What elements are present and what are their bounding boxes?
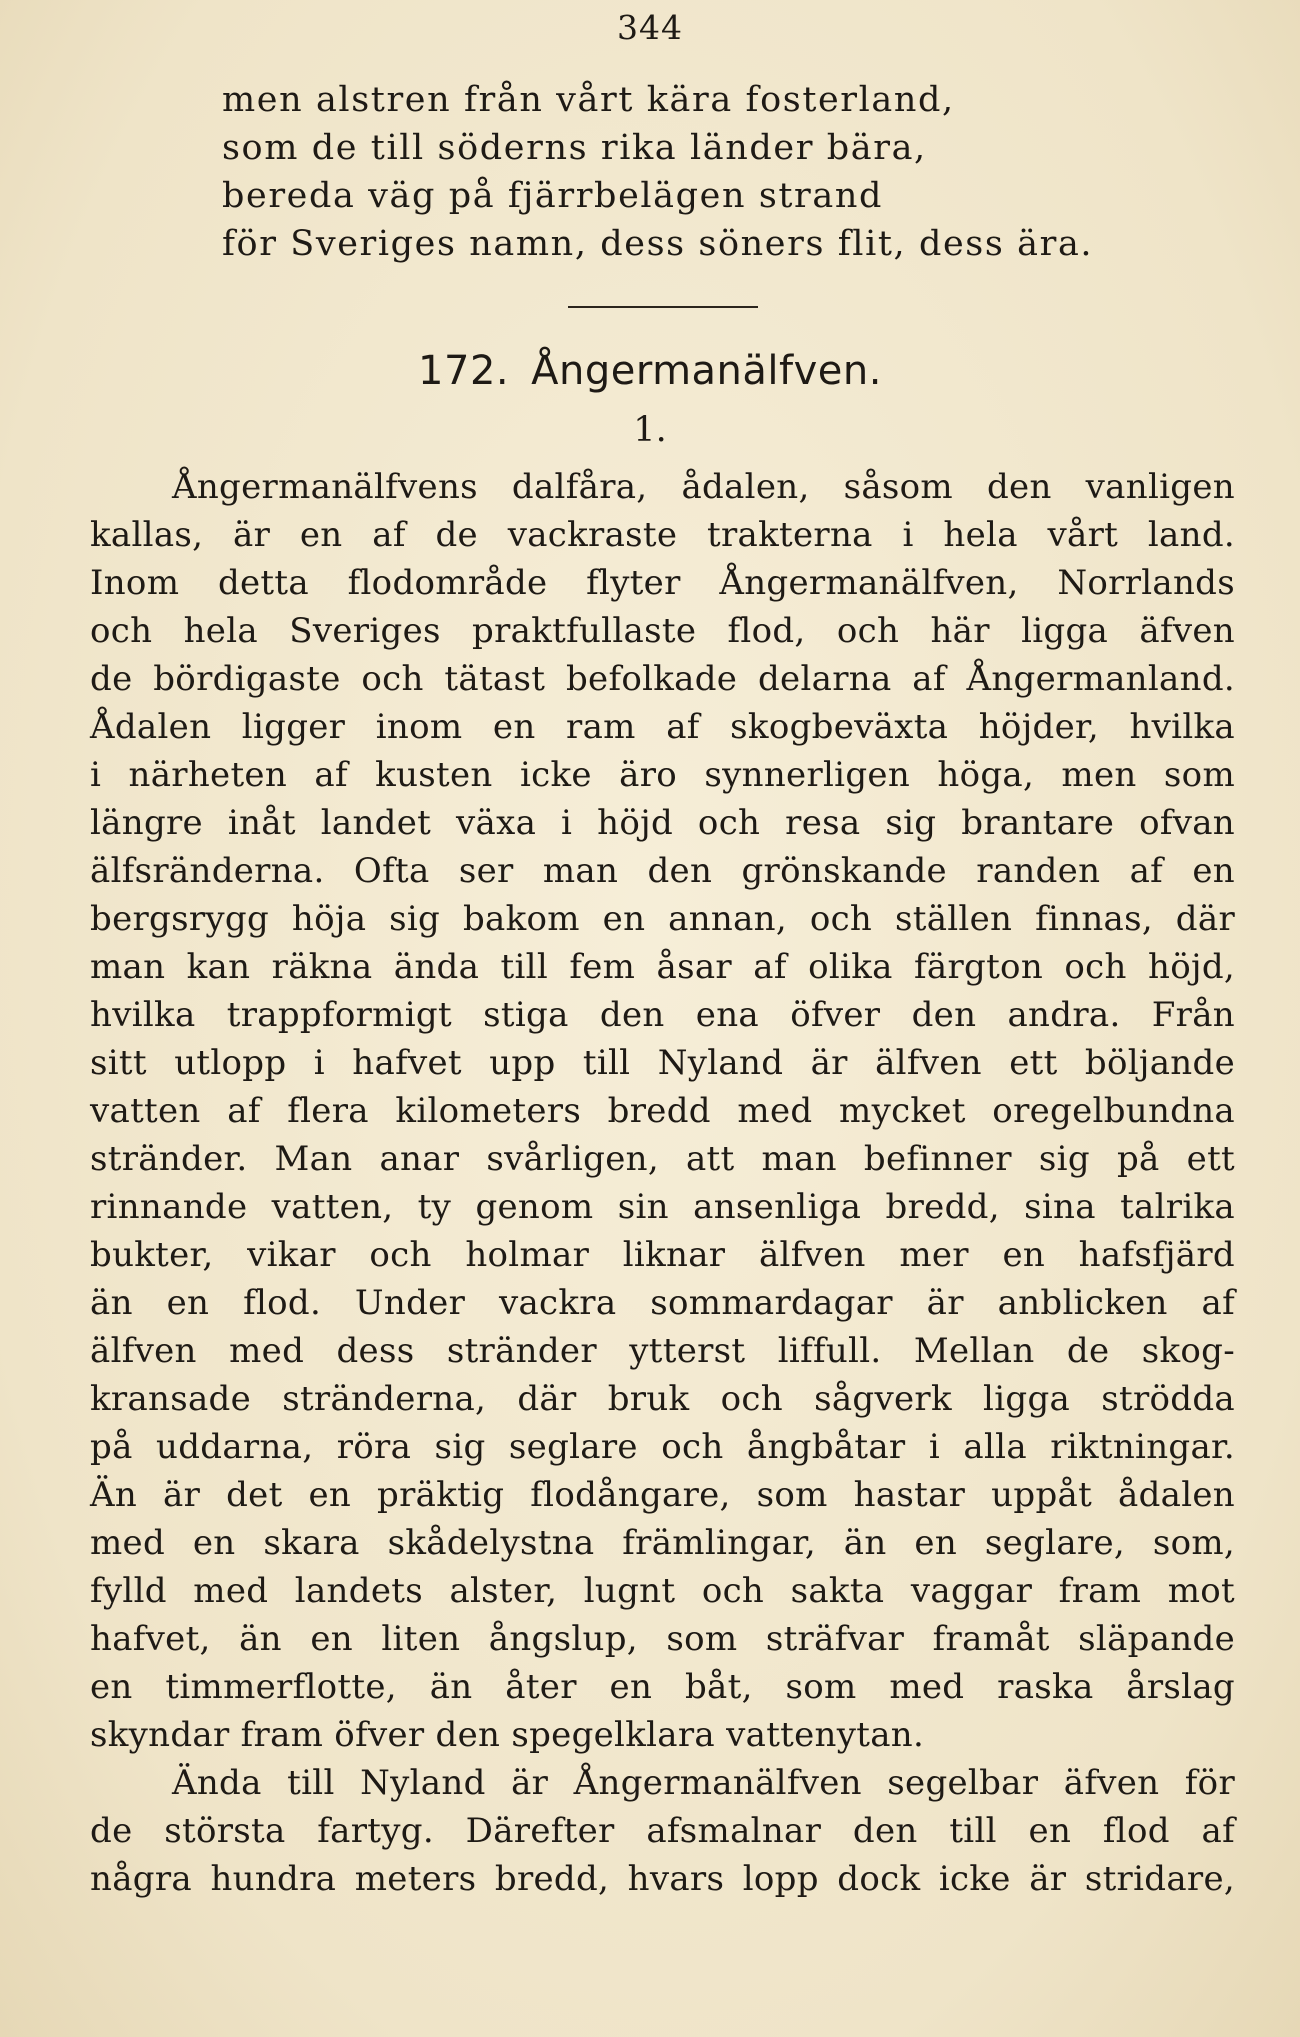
verse-stanza bbox=[222, 76, 1222, 268]
verse-line: för Sveriges namn, dess söners flit, dess ära. bbox=[222, 224, 1094, 264]
text-line: rinnande vatten, ty genom sin ansenliga bredd, sina talrika bbox=[90, 1187, 1235, 1227]
text-line: med en skara skådelystna främlingar, än en seglare, som, bbox=[90, 1523, 1235, 1563]
text-line: vatten af flera kilometers bredd med mycket oregelbundna bbox=[90, 1091, 1235, 1131]
text-line: hafvet, än en liten ångslup, som sträfvar framåt släpande bbox=[90, 1619, 1235, 1659]
text-line: skyndar fram öfver den spegelklara vattenytan. bbox=[90, 1715, 925, 1755]
text-line: några hundra meters bredd, hvars lopp dock icke är stridare, bbox=[90, 1859, 1235, 1899]
text-line: än en flod. Under vackra sommardagar är anblicken af bbox=[90, 1283, 1235, 1323]
text-line: Ångermanälfvens dalfåra, ådalen, såsom den vanligen bbox=[172, 467, 1235, 507]
text-line: hvilka trappformigt stiga den ena öfver den andra. Från bbox=[90, 995, 1235, 1035]
text-line: bergsrygg höja sig bakom en annan, och ställen finnas, där bbox=[90, 899, 1235, 939]
text-line: stränder. Man anar svårligen, att man befinner sig på ett bbox=[90, 1139, 1235, 1179]
text-line: längre inåt landet växa i höjd och resa sig brantare ofvan bbox=[90, 803, 1235, 843]
chapter-title: Ångermanälfven. bbox=[531, 348, 882, 394]
text-line: på uddarna, röra sig seglare och ångbåtar i alla riktningar. bbox=[90, 1427, 1235, 1467]
verse-line: bereda väg på fjärrbelägen strand bbox=[222, 176, 883, 216]
body-text bbox=[90, 463, 1235, 1903]
text-line: bukter, vikar och holmar liknar älfven mer en hafsfjärd bbox=[90, 1235, 1235, 1275]
text-line: kallas, är en af de vackraste trakterna i hela vårt land. bbox=[90, 515, 1235, 555]
text-line: en timmerflotte, än åter en båt, som med raska årslag bbox=[90, 1667, 1235, 1707]
text-line: Inom detta flodområde flyter Ångermanälfven, Norrlands bbox=[90, 563, 1235, 603]
chapter-number: 172. bbox=[418, 348, 510, 394]
text-line: och hela Sveriges praktfullaste flod, och här ligga äfven bbox=[90, 611, 1235, 651]
text-line: Än är det en präktig flodångare, som hastar uppåt ådalen bbox=[90, 1475, 1235, 1515]
text-line: de största fartyg. Därefter afsmalnar den till en flod af bbox=[90, 1811, 1235, 1851]
text-line: kransade stränderna, där bruk och sågverk ligga strödda bbox=[90, 1379, 1235, 1419]
text-line: Ända till Nyland är Ångermanälfven segelbar äfven för bbox=[172, 1763, 1235, 1803]
text-line: älfven med dess stränder ytterst liffull. Mellan de skog- bbox=[90, 1331, 1235, 1371]
text-line: sitt utlopp i hafvet upp till Nyland är älfven ett böljande bbox=[90, 1043, 1235, 1083]
section-divider bbox=[568, 306, 758, 308]
text-line: i närheten af kusten icke äro synnerligen höga, men som bbox=[90, 755, 1235, 795]
text-line: älfsränderna. Ofta ser man den grönskande randen af en bbox=[90, 851, 1235, 891]
section-number: 1. bbox=[633, 410, 667, 450]
text-line: fylld med landets alster, lugnt och sakta vaggar fram mot bbox=[90, 1571, 1235, 1611]
text-line: de bördigaste och tätast befolkade delarna af Ångermanland. bbox=[90, 659, 1235, 699]
chapter-heading bbox=[0, 345, 1300, 397]
verse-line: som de till söderns rika länder bära, bbox=[222, 128, 927, 168]
page-number: 344 bbox=[617, 8, 683, 47]
text-line: Ådalen ligger inom en ram af skogbeväxta höjder, hvilka bbox=[90, 707, 1235, 747]
text-line: man kan räkna ända till fem åsar af olika färgton och höjd, bbox=[90, 947, 1235, 987]
verse-line: men alstren från vårt kära fosterland, bbox=[222, 80, 955, 120]
